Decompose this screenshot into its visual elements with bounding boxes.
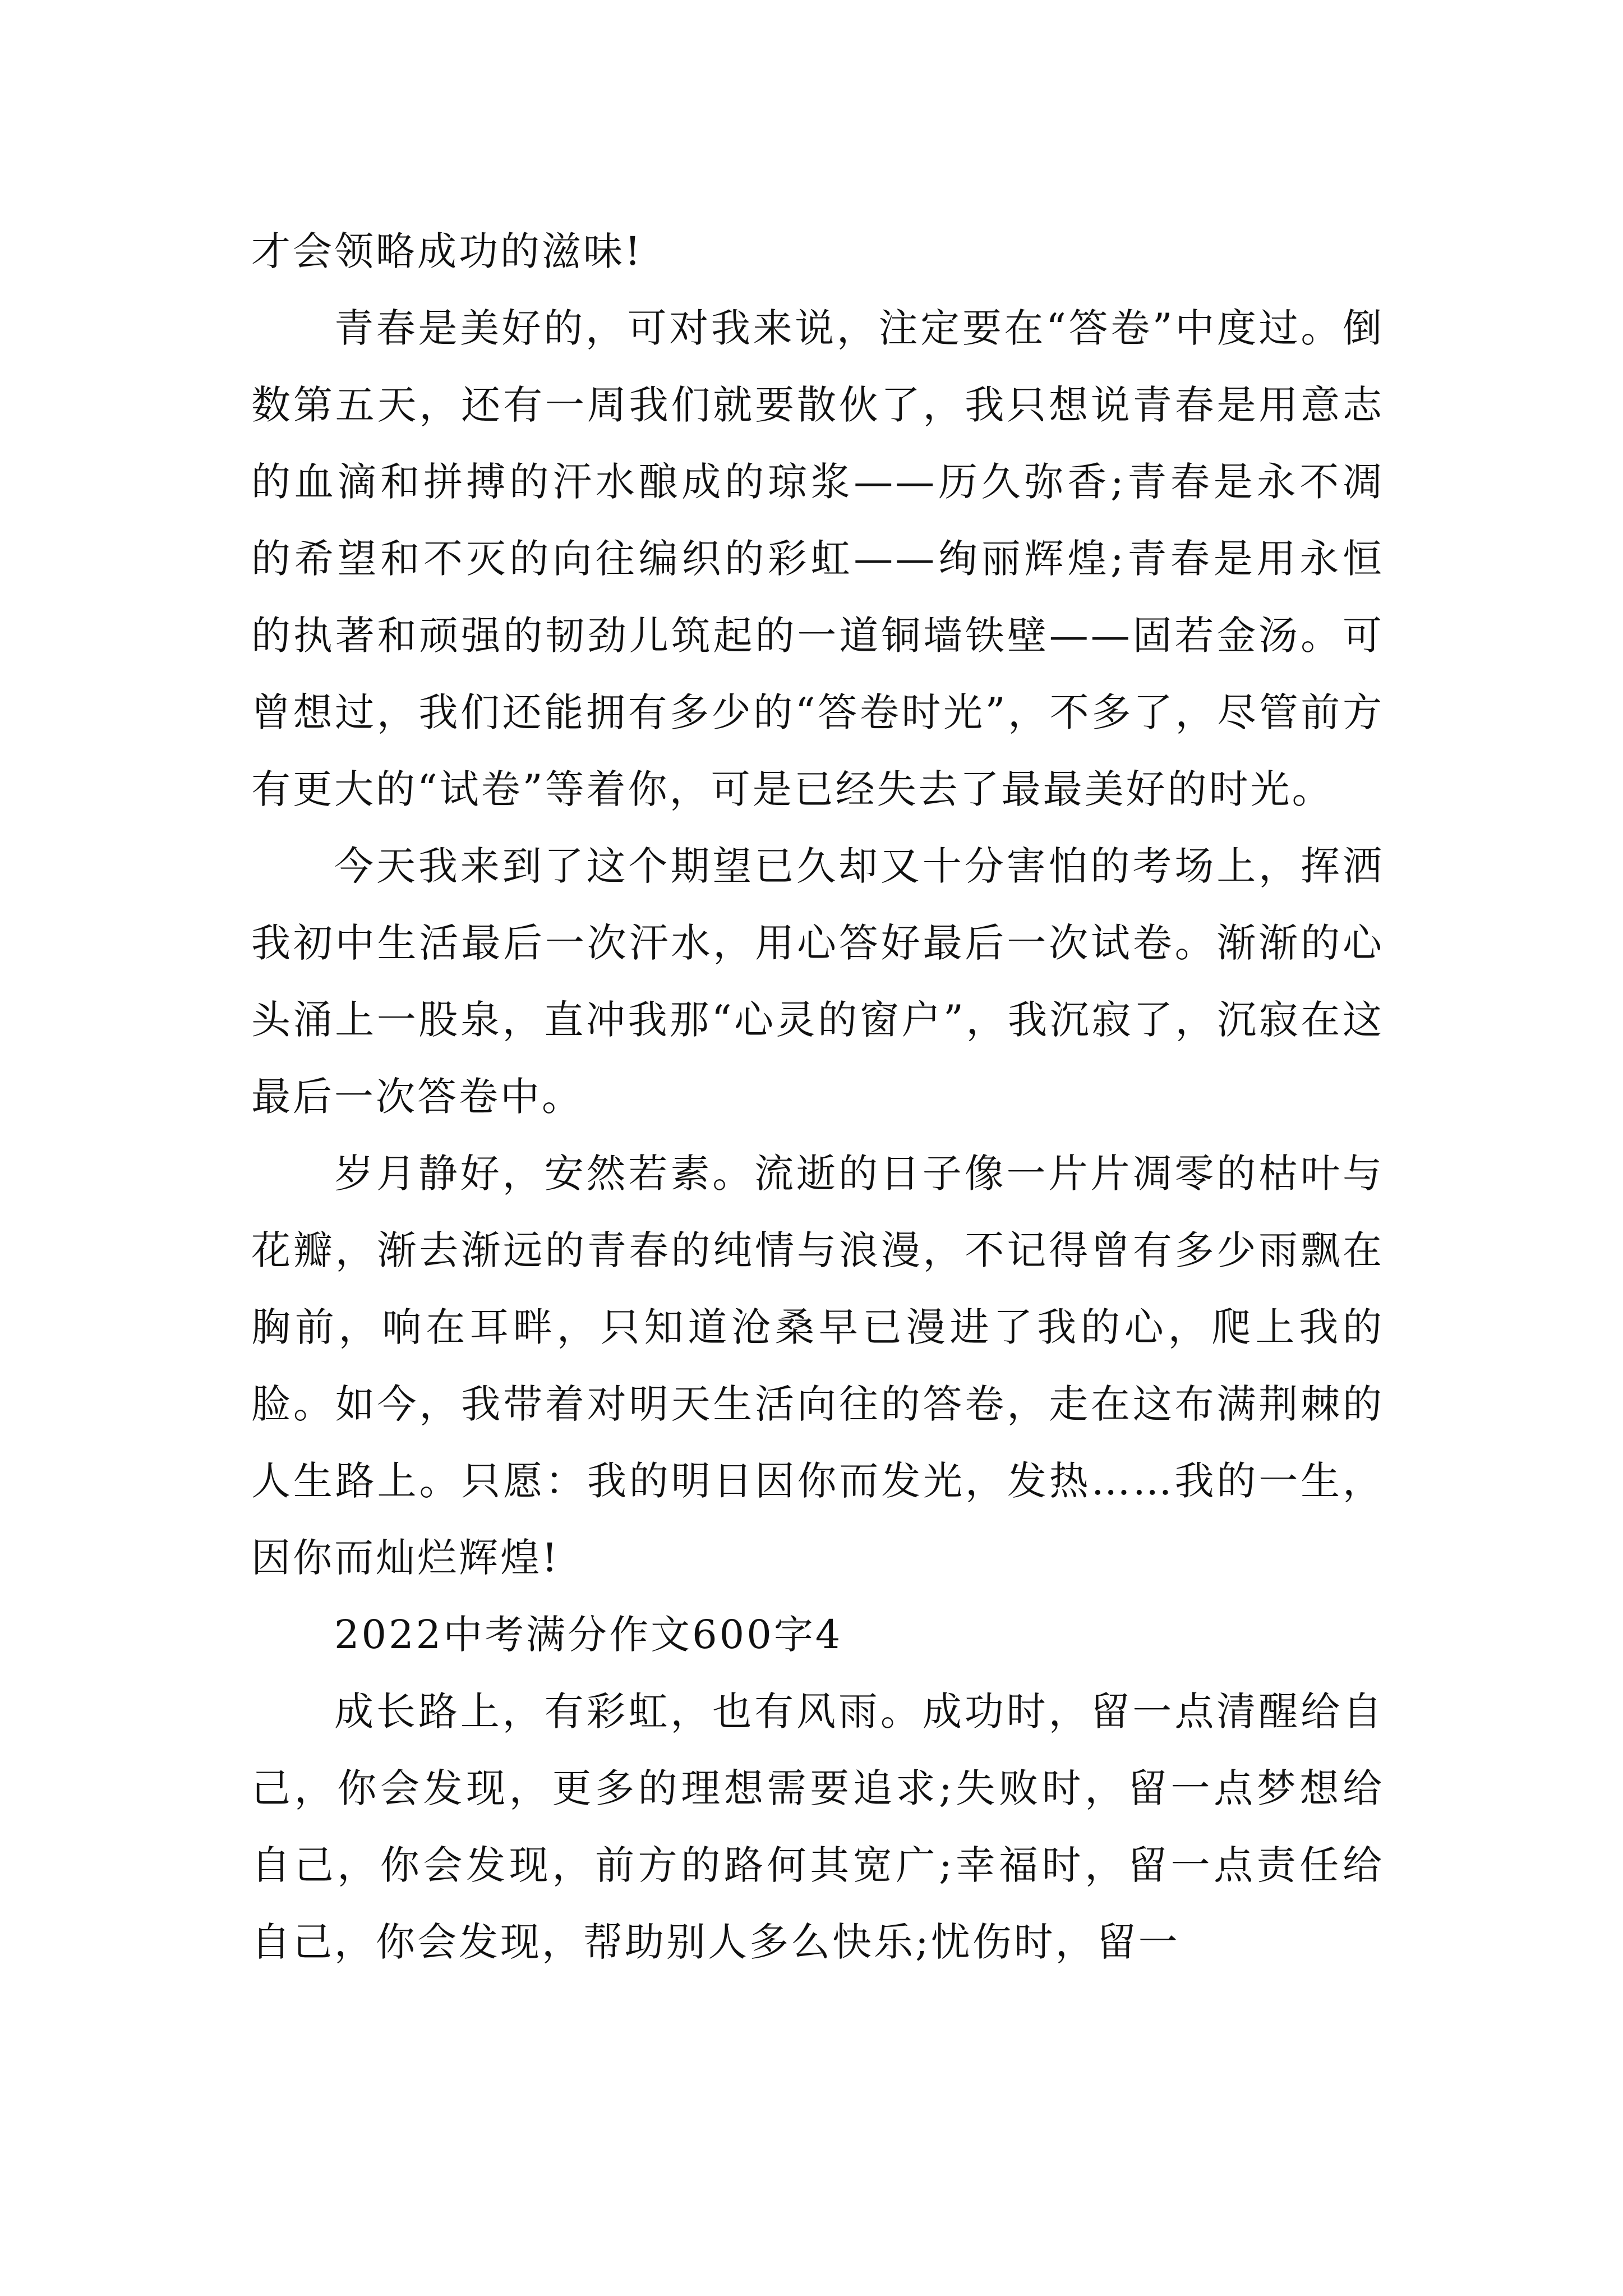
document-body: [251, 213, 1384, 1981]
paragraph-continuation: 才会领略成功的滋味!: [251, 228, 643, 274]
paragraph-years-quiet: 岁月静好，安然若素。流逝的日子像一片片凋零的枯叶与花瓣，渐去渐远的青春的纯情与浪漫，不记得曾有多少雨飘在胸前，响在耳畔，只知道沧桑早已漫进了我的心，爬上我的脸。如今，我带着对明天生活向往的答卷，走在这布满荆棘的人生路上。只愿：我的明日因你而发光，发热……我的一生，因你而灿烂辉煌!: [251, 1151, 1384, 1581]
paragraph-exam-room: 今天我来到了这个期望已久却又十分害怕的考场上，挥洒我初中生活最后一次汗水，用心答好最后一次试卷。渐渐的心头涌上一股泉，直冲我那“心灵的窗户”，我沉寂了，沉寂在这最后一次答卷中。: [251, 843, 1384, 1120]
essay-heading: 2022中考满分作文600字4: [334, 1612, 843, 1658]
paragraph-growth-road: 成长路上，有彩虹，也有风雨。成功时，留一点清醒给自己，你会发现，更多的理想需要追求;失败时，留一点梦想给自己，你会发现，前方的路何其宽广;幸福时，留一点责任给自己，你会发现，帮助别人多么快乐;忧伤时，留一: [251, 1688, 1384, 1965]
paragraph-youth-exam: 青春是美好的，可对我来说，注定要在“答卷”中度过。倒数第五天，还有一周我们就要散伙了，我只想说青春是用意志的血滴和拼搏的汗水酿成的琼浆——历久弥香;青春是永不凋的希望和不灭的向往编织的彩虹——绚丽辉煌;青春是用永恒的执著和顽强的韧劲儿筑起的一道铜墙铁壁——固若金汤。可曾想过，我们还能拥有多少的“答卷时光”，不多了，尽管前方有更大的“试卷”等着你，可是已经失去了最最美好的时光。: [251, 305, 1384, 812]
